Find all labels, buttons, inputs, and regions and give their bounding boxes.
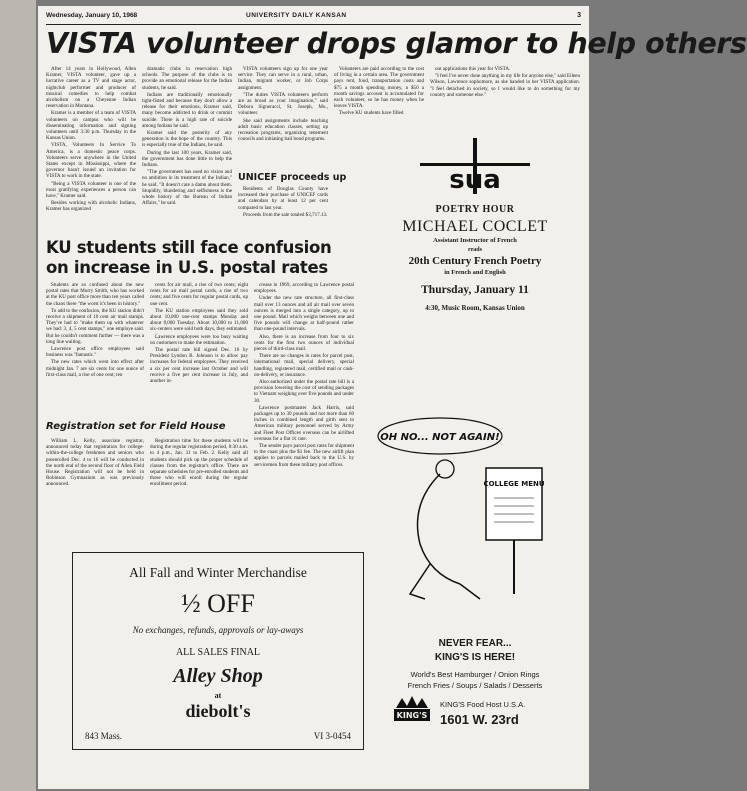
vista-paragraph: out applications this year for VISTA.: [435, 66, 511, 72]
vista-column-5: [430, 66, 580, 126]
vista-paragraph: VISTA volunteers sign up for one year service. They can serve in a rural, urban, Indian, migrant worker, or Job Corps assignment.: [238, 66, 328, 91]
registration-paragraph: Registration time for these students will be during the regular registration period, 8:30 a.m. to 4 p.m., Jan. 31 to Feb. 2. Kelly said all students should pick up the proper schedule of classes from the registrar's office. There are separate schedules for pre-enrolled students and those who will enroll during the regular enrollment period.: [150, 438, 248, 488]
newspaper-page: [38, 6, 747, 789]
adjacent-page-edge: [0, 0, 36, 791]
alley-ad-line-1: All Fall and Winter Merchandise: [129, 565, 307, 580]
alley-ad-line-3: No exchanges, refunds, approvals or lay-aways: [132, 625, 304, 635]
sua-event-title: POETRY HOUR: [435, 204, 515, 215]
postal-column-1: [46, 282, 144, 418]
vista-paragraph: During the last 100 years, Kramer said, the government has done little to help the Indians.: [142, 149, 232, 169]
kings-name: KING'S Food Host U.S.A.: [440, 700, 526, 709]
registration-column-2: [150, 438, 248, 548]
sua-date: Thursday, January 11: [421, 284, 529, 296]
alley-shop-logo: Alley Shop: [173, 665, 263, 687]
speech-bubble-text: OH NO... NOT AGAIN!: [380, 432, 500, 443]
college-menu-sign: [486, 468, 542, 540]
postal-paragraph: The new rates which went into effect after midnight Jan. 7 are six cents for one ounce of first-class mail, a rise of one cent; ten: [46, 359, 144, 378]
sua-languages: in French and English: [444, 269, 506, 276]
postal-paragraph: The postal rate bill signed Dec. 16 by President Lyndon B. Johnson is to allow pay increases for federal employees. They received a six per cent increase last October and will receive a five per cent increase in July, and another in-: [150, 347, 248, 385]
postal-column-2: [150, 282, 248, 418]
postal-paragraph: The sender pays parcel post rates for shipment to the coast plus the $1 fee. The new airlift plan applies to parcels mailed back to the U.S. by servicemen from these military post offices.: [254, 443, 354, 468]
kings-logo-text: KING'S: [396, 711, 428, 720]
vista-paragraph: Kramer is a member of a team of VISTA volunteers on campus who will be disseminating information and signing volunteers until 3:30 p.m. Thursday in the Kansas Union.: [46, 110, 136, 142]
sua-topic: 20th Century French Poetry: [408, 255, 542, 267]
kings-cartoon-illustration: [370, 414, 580, 614]
header-rule: [46, 24, 581, 25]
postal-paragraph: The KU station employees said they sold about 10,000 one-cent stamps Monday and about 8,000 Tuesday. About 10,000 to 11,000 six-centers were sold both days, they estimated.: [150, 307, 248, 333]
vista-paragraph: After 14 years in Hollywood, Allen Kramer, VISTA volunteer, gave up a lucrative career as a TV and stage actor, nightclub performer and producer of musical comedies to help combat alcoholism on a Cheyenne Indian reservation in Montana.: [46, 66, 136, 110]
header-paper-name: UNIVERSITY DAILY KANSAN: [246, 12, 347, 19]
postal-paragraph: Lawrence post office employees said business was "fantastic.": [46, 346, 144, 359]
postal-paragraph: Students are so confused about the new postal rates that Murry Smith, who has worked at the KU post office more than ten years called the chaos there "the worst it's been in history.": [46, 282, 144, 307]
sua-speaker-name: MICHAEL COCLET: [402, 218, 548, 235]
unicef-headline: UNICEF proceeds up: [238, 172, 347, 183]
postal-paragraph: Under the new rate structure, all first-class mail over 13 ounces and all air mail over seven ounces is merged into a single category, up to one pound. Mail which weighs between one and five pounds will change at half-pound rather than one-pound intervals.: [254, 295, 354, 333]
vista-paragraph: VISTA, Volunteers In Service To America, is a domestic peace corps. Volunteers serve anywhere in the United States except in Mississippi, where the governor hasn't issued an invitation for VISTA to work in the state.: [46, 142, 136, 180]
page-header: [46, 10, 581, 24]
unicef-paragraph: Proceeds from the sale totaled $3,717.13.: [243, 211, 328, 218]
postal-paragraph: There are no changes in rates for parcel post, international mail, special delivery, special handling, registered mail, certified mail or cash-on-delivery, or insurance.: [254, 353, 354, 378]
vista-paragraph: "The government has used no vision and no ambition in its treatment of the Indian," he said. "It doesn't care a damn about them. Stupidity, blundering and selfishness is the whole history of the Bureau of Indian Affairs," he said.: [142, 169, 232, 207]
postal-headline-line-1: KU students still face confusion: [46, 238, 332, 257]
registration-column-1: [46, 438, 144, 548]
alley-ad-half-off: ½ OFF: [181, 589, 255, 618]
unicef-body: [238, 186, 328, 246]
sua-poetry-ad: [368, 124, 582, 316]
kings-food-host-ad: [370, 414, 580, 754]
unicef-paragraph: Residents of Douglas County have increased their purchase of UNICEF cards and calendars by at least 12 per cent compared to last year.: [238, 186, 328, 211]
postal-headline-line-2: on increase in U.S. postal rates: [46, 258, 328, 277]
postal-column-3: [254, 282, 354, 554]
vista-paragraph: "The duties VISTA volunteers perform are as broad as your imagination," said Debora Signoracci, St. Joseph, Mo., volunteer.: [238, 91, 328, 117]
alley-ad-at: at: [214, 691, 222, 700]
vista-paragraph: Twelve KU students have filled: [339, 110, 404, 117]
vista-paragraph: Volunteers are paid according to the cost of living in a certain area. The government pays rent, food, transportation costs and $75 a month spending money, a $50 a month savings account is accumulated for each volunteer, so he has money when he leaves VISTA.: [334, 66, 424, 110]
sua-logo-text: sua: [449, 165, 501, 195]
postal-paragraph: Also, there is an increase from four to six cents for the first two ounces of individual pieces of third-class mail.: [254, 333, 354, 353]
vista-paragraph: "I feel I've never done anything in my life for anyone else," said Eileen Wilson, Lawrence sophomore, as she handed in her VISTA application. "I feel detached in society, so I would like to do something for my country and someone else.": [430, 73, 580, 98]
kings-line-2: KING'S IS HERE!: [434, 652, 516, 663]
alley-ad-phone: VI 3-0454: [313, 731, 351, 741]
header-date: Wednesday, January 10, 1968: [46, 12, 138, 19]
postal-paragraph: To add to the confusion, the KU station didn't receive a shipment of 10 cent air mail stamps. They've had to "make them up with whatever we had: 3, 4, 5 cent stamps," one employe said. But he couldn't comment further — there was a long line waiting.: [46, 307, 144, 345]
alley-ad-address: 843 Mass.: [85, 731, 123, 741]
kings-crown-logo: [392, 694, 432, 732]
vista-column-4: [334, 66, 424, 126]
kings-line-3: World's Best Hamburger / Onion Rings: [410, 670, 540, 679]
sua-reads: reads: [468, 247, 482, 253]
postal-paragraph: Also authorized under the postal rate bill is a provision lowering the cost of sending packages to Vietnam weighing over five pounds and under 30.: [254, 379, 354, 404]
vista-paragraph: "Being a VISTA volunteer is one of the most gratifying experiences a person can have," Kramer said.: [46, 180, 136, 200]
vista-headline: VISTA volunteer drops glamor to help others: [46, 27, 747, 60]
registration-headline: Registration set for Field House: [46, 421, 226, 432]
diebolts-logo: diebolt's: [185, 701, 251, 721]
sua-logo: [420, 136, 530, 196]
kings-line-4: French Fries / Soups / Salads / Desserts: [407, 681, 543, 690]
vista-paragraph: dramatic clubs in reservation high schools. The purpose of the clubs is to provide an emotional release for the Indian students, he said.: [142, 66, 232, 91]
postal-paragraph: Lawrence employees were too busy waiting on customers to make the estimation.: [150, 333, 248, 346]
kings-address: 1601 W. 23rd: [440, 712, 519, 727]
header-page-number: 3: [577, 12, 581, 19]
postal-paragraph: cents for air mail, a rise of two cents; eight cents for air mail postal cards, a rise of two cents; and five cents for regular postal cards, up one cent.: [150, 282, 248, 307]
alley-shop-ad: [72, 552, 364, 750]
college-menu-sign-text: COLLEGE MENU: [483, 480, 545, 488]
alley-ad-line-4: ALL SALES FINAL: [175, 647, 261, 658]
sua-speaker-title: Assistant Instructor of French: [433, 237, 517, 244]
postal-paragraph: crease in 1969, according to Lawrence postal employees.: [254, 282, 354, 295]
vista-paragraph: Indians are traditionally emotionally tight-fisted and because they don't allow a release for their emotions, Kramer said, many become addicted to drink or commit suicide. There is a high rate of suicide among Indians he said.: [142, 91, 232, 129]
vista-paragraph: Besides working with alcoholic Indians, Kramer has organized: [46, 200, 136, 213]
vista-paragraph: Kramer said the posterity of any generation is the hope of the country. This is especially true of the Indians, he said.: [142, 130, 232, 149]
vista-paragraph: She said assignments include teaching adult basic education classes, setting up recreation programs, organizing tenement councils and initiating bail bond programs.: [238, 117, 328, 143]
postal-paragraph: Lawrence postmaster Jack Harris, said packages up to 30 pounds and not more than 60 inches in combined length and girth sent to American military personnel served by Army and Fleet Post Offices overseas can be airlifted overseas for a flat 1¢ rate.: [254, 404, 354, 442]
kings-line-1: NEVER FEAR...: [438, 638, 512, 649]
registration-paragraph: William L. Kelly, associate registrar, announced today that registration for college-within-the-college freshmen and seniors who preenrolled Dec. 4 to 16 will be conducted in the north end of the second floor of Allen Field House. Registration will not be held in Robinson Gymnasium as was previously announced.: [46, 438, 144, 488]
cartoon-figure: [418, 474, 461, 584]
sua-time-place: 4:30, Music Room, Kansas Union: [425, 304, 525, 312]
vista-column-3: [238, 66, 328, 166]
